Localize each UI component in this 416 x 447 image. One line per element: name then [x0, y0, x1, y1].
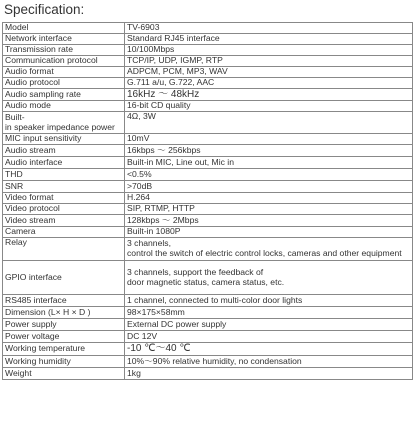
spec-value: 16kbps ～ 256kbps: [125, 145, 413, 157]
table-row: [3, 331, 413, 343]
spec-key: Transmission rate: [3, 45, 125, 56]
table-row: [3, 204, 413, 215]
table-row: [3, 238, 413, 261]
spec-key: Weight: [3, 368, 125, 380]
spec-value: 16kHz ～ 48kHz: [125, 89, 413, 101]
spec-value: 1 channel, connected to multi-color door lights: [125, 295, 413, 307]
table-row: [3, 368, 413, 380]
spec-value: 3 channels, control the switch of electric control locks, cameras and other equipment: [125, 238, 413, 261]
spec-key: Power supply: [3, 319, 125, 331]
table-row: [3, 34, 413, 45]
spec-key: Audio protocol: [3, 78, 125, 89]
table-row: [3, 89, 413, 101]
spec-key: Video stream: [3, 215, 125, 227]
spec-key: Power voltage: [3, 331, 125, 343]
table-row: [3, 295, 413, 307]
spec-value: TCP/IP, UDP, IGMP, RTP: [125, 56, 413, 67]
spec-key: Camera: [3, 227, 125, 238]
spec-key: Audio stream: [3, 145, 125, 157]
specification-table: [2, 22, 413, 380]
table-row: [3, 112, 413, 134]
spec-value: 4Ω, 3W: [125, 112, 413, 134]
spec-value: 98×175×58mm: [125, 307, 413, 319]
spec-key: Network interface: [3, 34, 125, 45]
spec-key: Audio format: [3, 67, 125, 78]
spec-key: RS485 interface: [3, 295, 125, 307]
table-row: [3, 78, 413, 89]
spec-value: Built-in MIC, Line out, Mic in: [125, 157, 413, 169]
spec-key: Model: [3, 23, 125, 34]
table-row: [3, 227, 413, 238]
spec-key: GPIO interface: [3, 261, 125, 295]
spec-value: 3 channels, support the feedback of door magnetic status, camera status, etc.: [125, 261, 413, 295]
spec-value: 16-bit CD quality: [125, 101, 413, 112]
table-row: [3, 145, 413, 157]
spec-key: MIC input sensitivity: [3, 134, 125, 145]
table-row: [3, 307, 413, 319]
spec-value: -10 ℃～40 ℃: [125, 343, 413, 356]
spec-value: >70dB: [125, 181, 413, 193]
spec-key: Audio mode: [3, 101, 125, 112]
spec-value: 128kbps ～ 2Mbps: [125, 215, 413, 227]
spec-value: Standard RJ45 interface: [125, 34, 413, 45]
table-row: [3, 45, 413, 56]
table-row: [3, 134, 413, 145]
table-row: [3, 343, 413, 356]
spec-value: G.711 a/u, G.722, AAC: [125, 78, 413, 89]
table-row: [3, 157, 413, 169]
table-row: [3, 181, 413, 193]
spec-value: TV-6903: [125, 23, 413, 34]
spec-key: Audio sampling rate: [3, 89, 125, 101]
spec-value: <0.5%: [125, 169, 413, 181]
table-row: [3, 56, 413, 67]
spec-value: SIP, RTMP, HTTP: [125, 204, 413, 215]
spec-key: Built- in speaker impedance power: [3, 112, 125, 134]
table-row: [3, 169, 413, 181]
spec-value: DC 12V: [125, 331, 413, 343]
table-row: [3, 23, 413, 34]
spec-value: 10mV: [125, 134, 413, 145]
table-row: [3, 193, 413, 204]
table-row: [3, 319, 413, 331]
page-title: Specification:: [4, 2, 85, 17]
spec-value: ADPCM, PCM, MP3, WAV: [125, 67, 413, 78]
spec-key: Video format: [3, 193, 125, 204]
spec-key: Communication protocol: [3, 56, 125, 67]
spec-key: Dimension (L× H × D ): [3, 307, 125, 319]
spec-value: External DC power supply: [125, 319, 413, 331]
spec-key: Working temperature: [3, 343, 125, 356]
spec-value: 10/100Mbps: [125, 45, 413, 56]
spec-value: 10%～90% relative humidity, no condensation: [125, 356, 413, 368]
spec-key: THD: [3, 169, 125, 181]
spec-key: SNR: [3, 181, 125, 193]
spec-key: Audio interface: [3, 157, 125, 169]
spec-key: Video protocol: [3, 204, 125, 215]
table-row: [3, 67, 413, 78]
table-row: [3, 261, 413, 295]
spec-key: Working humidity: [3, 356, 125, 368]
spec-value: H.264: [125, 193, 413, 204]
spec-value: Built-in 1080P: [125, 227, 413, 238]
table-row: [3, 356, 413, 368]
spec-value: 1kg: [125, 368, 413, 380]
spec-key: Relay: [3, 238, 125, 261]
table-row: [3, 101, 413, 112]
table-row: [3, 215, 413, 227]
